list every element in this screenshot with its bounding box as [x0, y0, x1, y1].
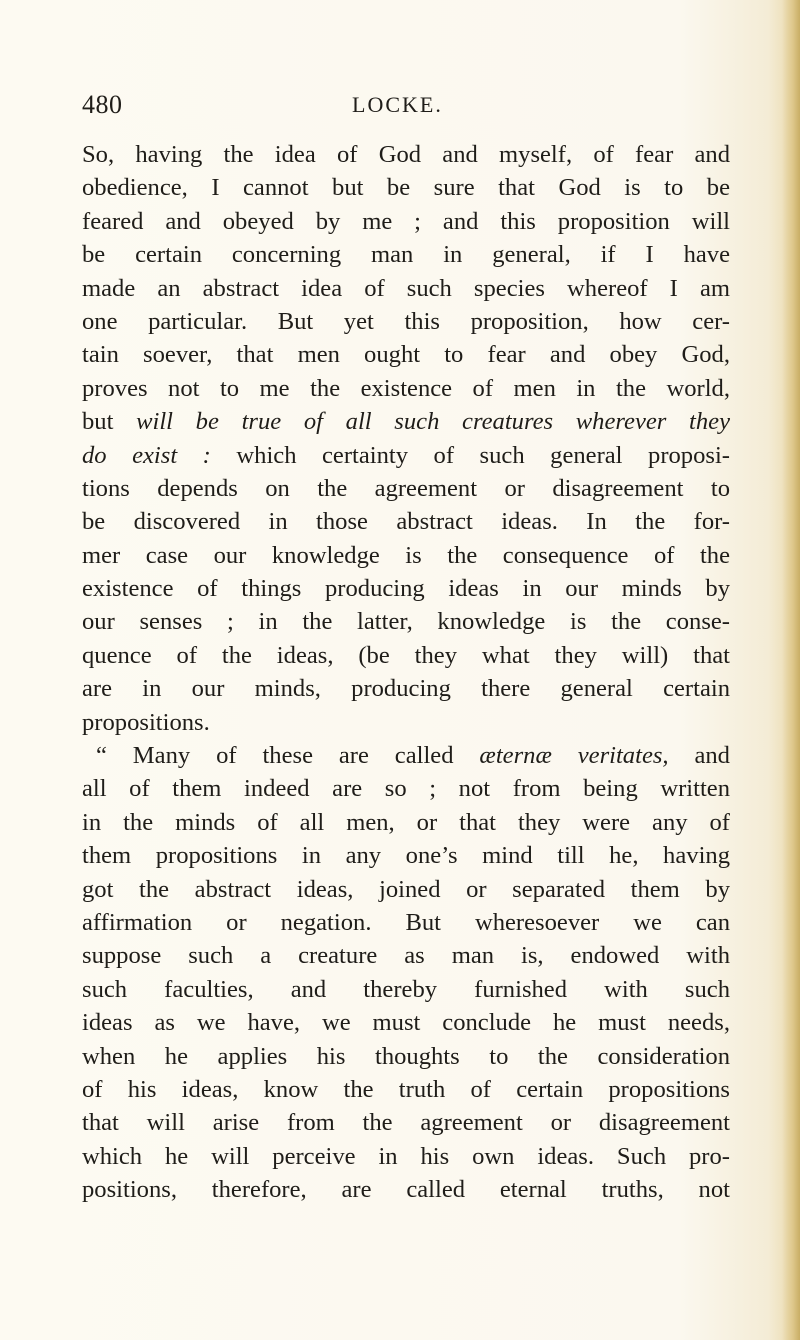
text-line: So, having the idea of God and myself, of fear and [82, 141, 730, 168]
text-line: that will arise from the agreement or disagreement [82, 1109, 730, 1137]
page-number: 480 [82, 90, 123, 119]
text-line: obedience, I cannot but be sure that God is to be [82, 174, 730, 202]
text-line: positions, therefore, are called eternal truths, not [82, 1176, 730, 1204]
text-line: be discovered in those abstract ideas. In the for- [82, 508, 730, 536]
italic-phrase: will be true of all such creatures wherever they [136, 408, 730, 436]
body-text [82, 138, 730, 1207]
text-line-with-italic: but will be true of all such creatures wherever they [82, 408, 730, 436]
text-line: are in our minds, producing there general certain [82, 675, 730, 703]
text-line: be certain concerning man in general, if I have [82, 241, 730, 269]
text-line: proves not to me the existence of men in the world, [82, 374, 730, 402]
text-line: affirmation or negation. But wheresoever we can [82, 908, 730, 936]
text-line: all of them indeed are so ; not from being written [82, 775, 730, 803]
text-line: made an abstract idea of such species whereof I am [82, 274, 730, 302]
text-line: suppose such a creature as man is, endowed with [82, 942, 730, 970]
text-line: them propositions in any one’s mind till he, having [82, 842, 730, 870]
page-header [82, 86, 732, 126]
text-line: quence of the ideas, (be they what they will) that [82, 641, 730, 669]
text-line: such faculties, and thereby furnished with such [82, 975, 730, 1003]
italic-phrase: do exist : [82, 441, 211, 469]
text-line: which he will perceive in his own ideas. Such pro- [82, 1142, 730, 1170]
text-line: existence of things producing ideas in our minds by [82, 575, 730, 603]
text-line-with-italic: “ Many of these are called æternæ veritates, and [96, 742, 730, 770]
text-line: got the abstract ideas, joined or separated them by [82, 875, 730, 903]
text-line: of his ideas, know the truth of certain propositions [82, 1075, 730, 1103]
text-line: in the minds of all men, or that they were any of [82, 808, 730, 836]
text-line: ideas as we have, we must conclude he must needs, [82, 1009, 730, 1037]
paragraph-end-line: propositions. [82, 708, 210, 736]
text-line: tain soever, that men ought to fear and obey God, [82, 341, 730, 369]
running-head: LOCKE. [352, 92, 443, 117]
text-line: one particular. But yet this proposition, how cer- [82, 307, 730, 335]
page-edge-shading [782, 0, 800, 1340]
text-line: when he applies his thoughts to the consideration [82, 1042, 730, 1070]
text-line-with-italic: do exist : which certainty of such general proposi- [82, 441, 730, 469]
text-line: our senses ; in the latter, knowledge is the conse- [82, 608, 730, 636]
text-line: mer case our knowledge is the consequence of the [82, 541, 730, 569]
text-line: tions depends on the agreement or disagreement to [82, 474, 730, 502]
italic-phrase: æternæ veritates, [479, 742, 669, 770]
text-line: feared and obeyed by me ; and this proposition will [82, 207, 730, 235]
